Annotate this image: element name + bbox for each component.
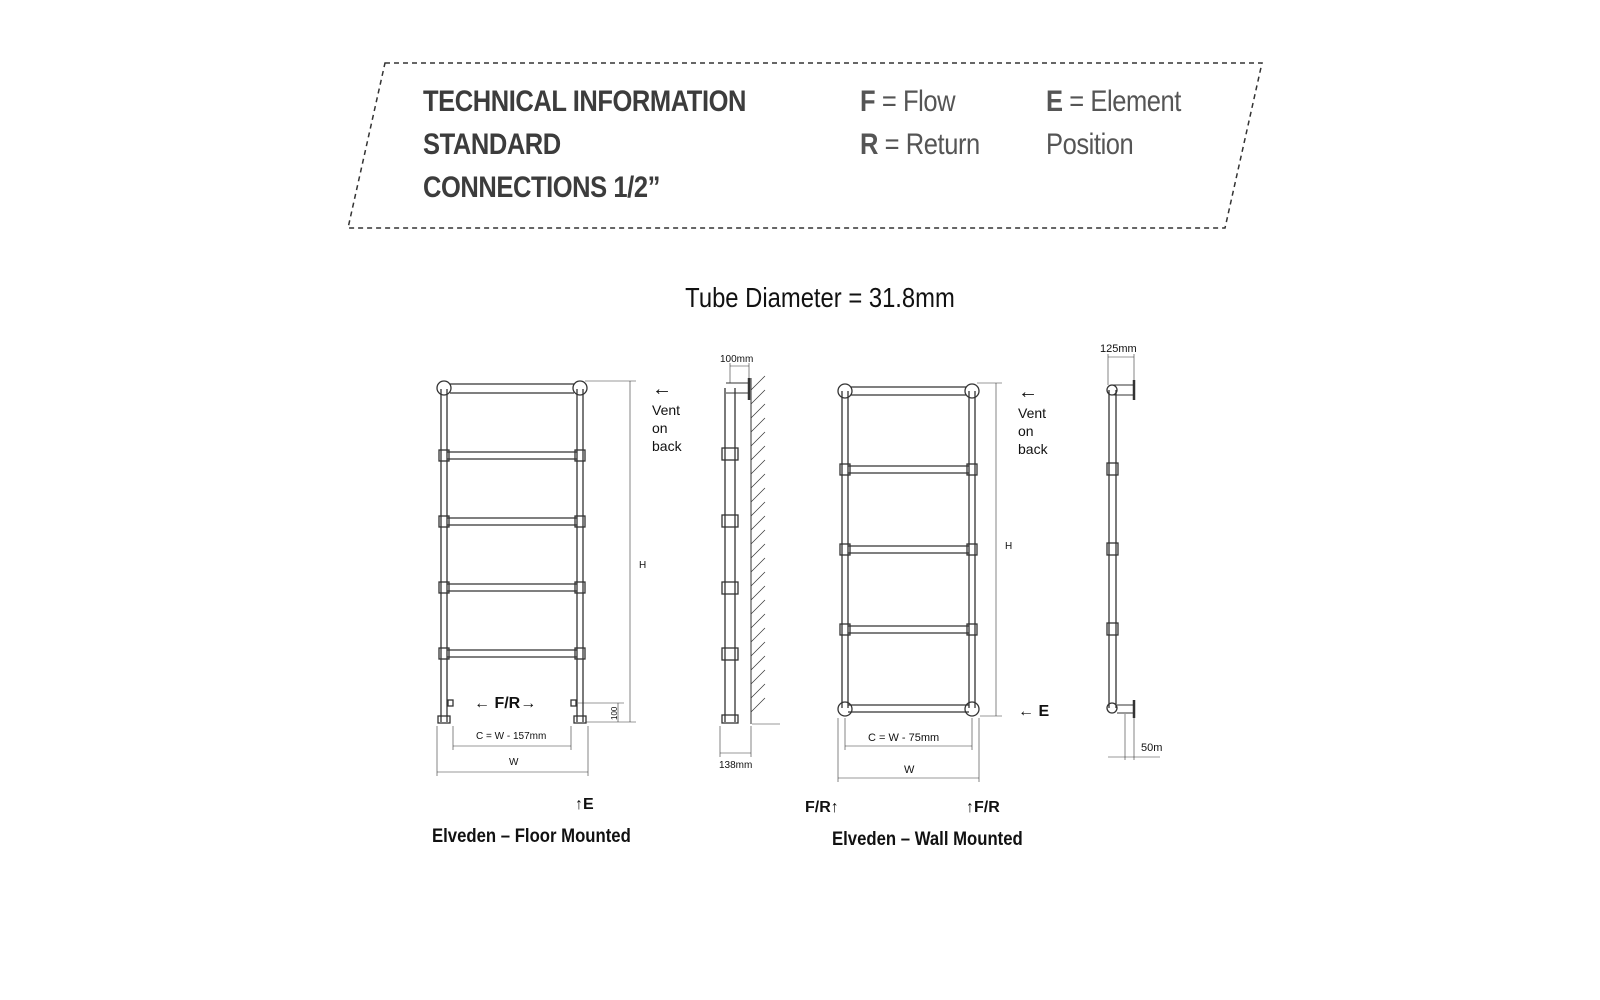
floor-100-label: 100 bbox=[610, 706, 619, 720]
wall-vent-line3: back bbox=[1018, 441, 1048, 457]
floor-c-label: C = W - 157mm bbox=[476, 731, 547, 742]
wall-fr-left: F/R↑ bbox=[805, 799, 839, 816]
floor-mounted-caption: Elveden – Floor Mounted bbox=[432, 826, 631, 847]
wall-mounted-caption: Elveden – Wall Mounted bbox=[832, 829, 1023, 850]
legend-element-text: = Element bbox=[1069, 85, 1181, 118]
legend-return bbox=[860, 128, 980, 162]
floor-vent-line2: on bbox=[652, 420, 668, 436]
wall-h-label: H bbox=[1005, 541, 1013, 552]
wall-e-label: ← E bbox=[1018, 703, 1050, 720]
header-title-line2: STANDARD bbox=[423, 128, 561, 161]
floor-fr-label: ← F/R→ bbox=[474, 695, 537, 712]
wall-front-view bbox=[838, 383, 1002, 782]
header-title-line1: TECHNICAL INFORMATION bbox=[423, 85, 747, 118]
wall-vent-line1: Vent bbox=[1018, 405, 1047, 421]
wall-vent-arrow: ← bbox=[1018, 381, 1038, 403]
floor-front-labels bbox=[474, 378, 683, 813]
legend-element-line2: Position bbox=[1046, 128, 1134, 161]
wall-vent-line2: on bbox=[1018, 423, 1034, 439]
floor-e-label: ↑E bbox=[575, 796, 594, 813]
floor-vent-line1: Vent bbox=[652, 402, 681, 418]
legend-flow bbox=[860, 85, 955, 119]
floor-w-label: W bbox=[509, 757, 519, 768]
header-title-line3: CONNECTIONS 1/2” bbox=[423, 171, 660, 204]
floor-side-labels bbox=[719, 354, 753, 771]
legend-flow-key: F bbox=[860, 85, 876, 118]
wall-w-label: W bbox=[904, 764, 915, 776]
floor-side-top-dim: 100mm bbox=[720, 354, 754, 365]
floor-side-bottom-dim: 138mm bbox=[719, 760, 753, 771]
legend-flow-text: = Flow bbox=[881, 85, 956, 118]
floor-vent-arrow: ← bbox=[652, 378, 672, 400]
legend-return-text: = Return bbox=[884, 128, 980, 161]
floor-vent-line3: back bbox=[652, 438, 682, 454]
floor-side-view bbox=[720, 363, 780, 757]
legend-element bbox=[1046, 85, 1181, 119]
legend-return-key: R bbox=[860, 128, 878, 161]
wall-side-bottom-dim: 50m bbox=[1141, 742, 1163, 754]
wall-fr-right: ↑F/R bbox=[966, 799, 1000, 816]
tube-diameter: Tube Diameter = 31.8mm bbox=[685, 282, 955, 313]
legend-element-key: E bbox=[1046, 85, 1063, 118]
wall-side-view bbox=[1107, 354, 1163, 760]
wall-c-label: C = W - 75mm bbox=[868, 732, 940, 744]
floor-front-view bbox=[437, 381, 636, 776]
floor-h-label: H bbox=[639, 560, 647, 571]
wall-side-top-dim: 125mm bbox=[1100, 343, 1137, 355]
